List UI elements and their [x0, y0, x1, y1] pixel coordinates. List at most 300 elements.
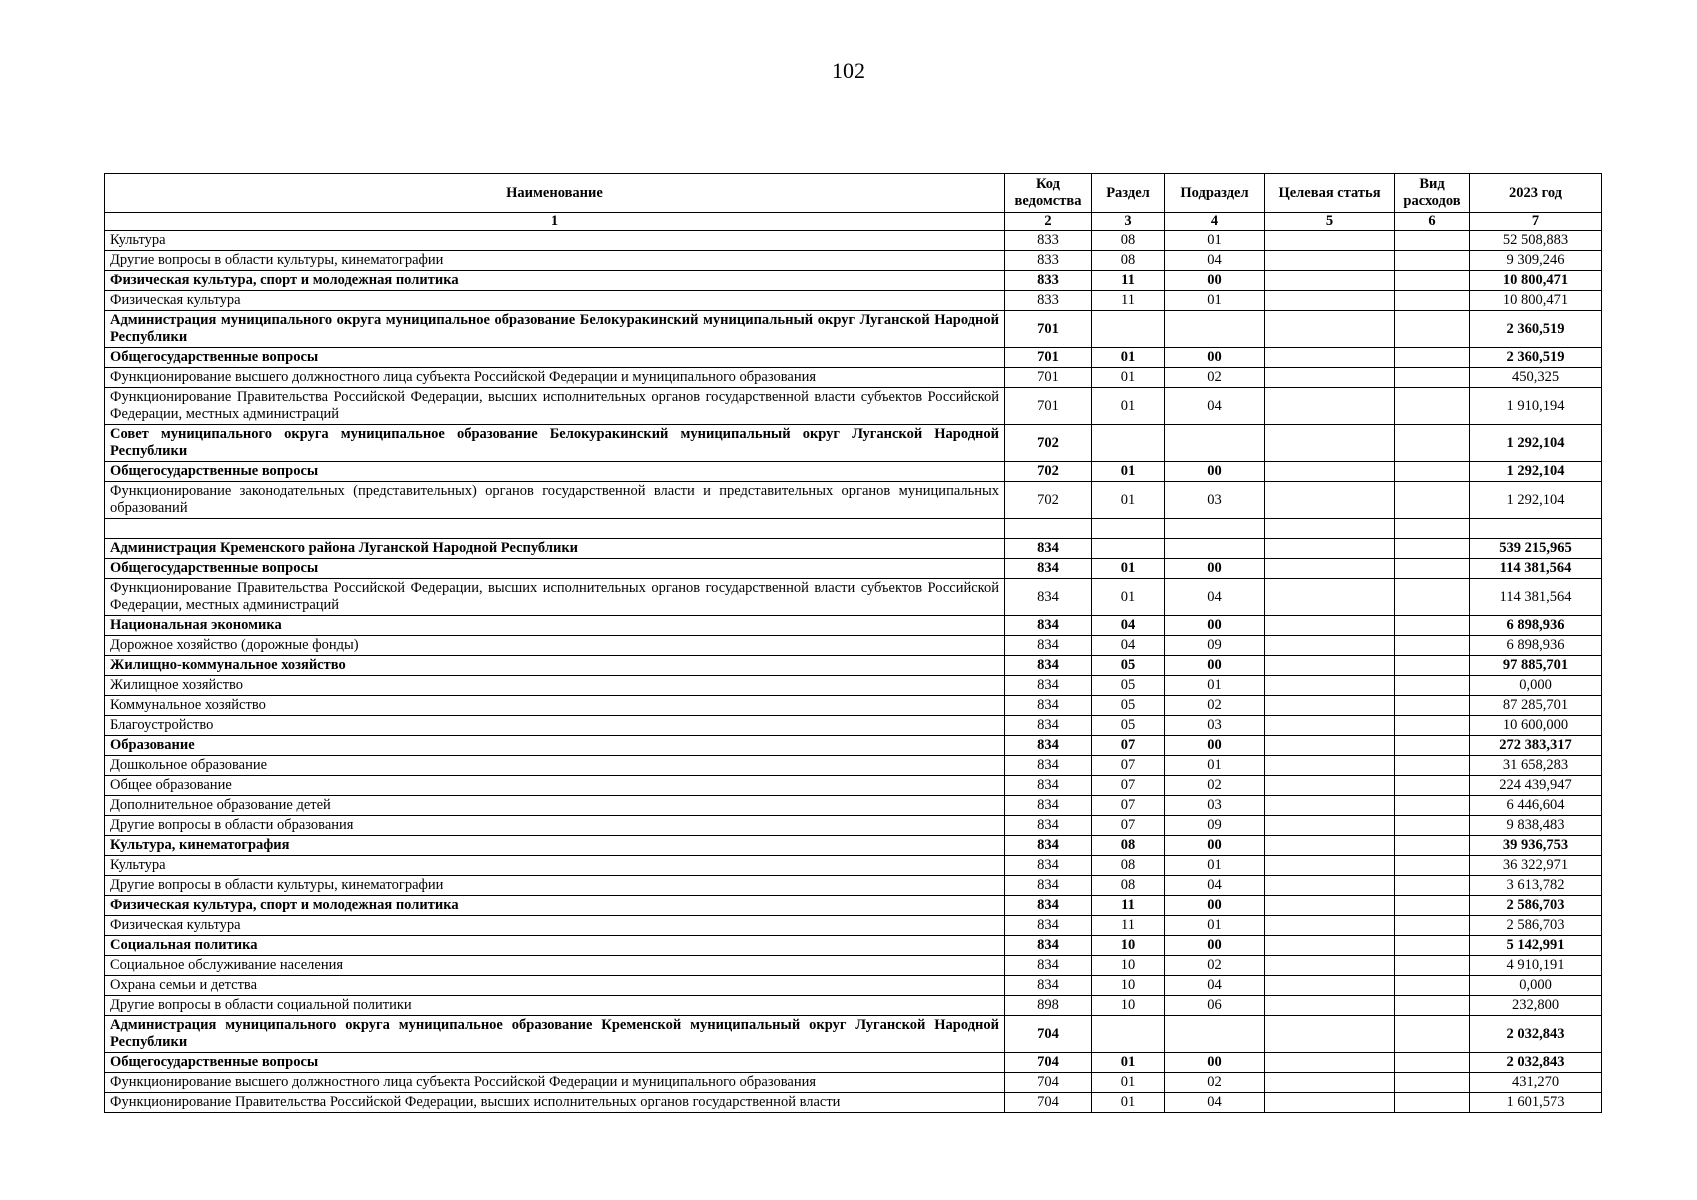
- row-name: Общегосударственные вопросы: [105, 1053, 1005, 1073]
- row-amount: 224 439,947: [1470, 776, 1602, 796]
- row-amount: 6 898,936: [1470, 636, 1602, 656]
- row-subsection: 01: [1165, 676, 1265, 696]
- row-amount: 87 285,701: [1470, 696, 1602, 716]
- table-row: [105, 368, 1602, 388]
- row-code: 834: [1005, 896, 1092, 916]
- row-code: 702: [1005, 482, 1092, 519]
- row-subsection: 02: [1165, 696, 1265, 716]
- row-amount: 450,325: [1470, 368, 1602, 388]
- row-name: Охрана семьи и детства: [105, 976, 1005, 996]
- row-target: [1265, 996, 1395, 1016]
- header-section: Раздел: [1092, 174, 1165, 213]
- row-target: [1265, 796, 1395, 816]
- row-kind: [1395, 388, 1470, 425]
- row-section: 07: [1092, 776, 1165, 796]
- row-kind: [1395, 836, 1470, 856]
- row-kind: [1395, 956, 1470, 976]
- row-amount: 114 381,564: [1470, 579, 1602, 616]
- row-kind: [1395, 519, 1470, 539]
- row-subsection: 04: [1165, 976, 1265, 996]
- table-row: [105, 348, 1602, 368]
- row-amount: 539 215,965: [1470, 539, 1602, 559]
- row-section: 10: [1092, 996, 1165, 1016]
- row-kind: [1395, 636, 1470, 656]
- table-row: [105, 796, 1602, 816]
- column-number: 3: [1092, 213, 1165, 231]
- row-kind: [1395, 579, 1470, 616]
- row-subsection: [1165, 425, 1265, 462]
- row-section: [1092, 311, 1165, 348]
- row-subsection: 00: [1165, 736, 1265, 756]
- row-code: 834: [1005, 539, 1092, 559]
- row-kind: [1395, 251, 1470, 271]
- page-number: 102: [832, 58, 865, 83]
- row-name: Благоустройство: [105, 716, 1005, 736]
- row-section: 08: [1092, 876, 1165, 896]
- row-subsection: [1165, 1016, 1265, 1053]
- row-name: Физическая культура, спорт и молодежная политика: [105, 896, 1005, 916]
- row-kind: [1395, 348, 1470, 368]
- table-row: [105, 816, 1602, 836]
- table-row: [105, 291, 1602, 311]
- row-section: 08: [1092, 856, 1165, 876]
- row-amount: 232,800: [1470, 996, 1602, 1016]
- row-amount: 1 292,104: [1470, 462, 1602, 482]
- row-section: [1092, 1016, 1165, 1053]
- row-name: Функционирование Правительства Российской Федерации, высших исполнительных органов государственной власти субъектов Российской Федерации, местных администраций: [105, 579, 1005, 616]
- row-code: 704: [1005, 1053, 1092, 1073]
- table-row: [105, 579, 1602, 616]
- row-section: [1092, 425, 1165, 462]
- row-target: [1265, 836, 1395, 856]
- row-code: 834: [1005, 559, 1092, 579]
- table-row: [105, 559, 1602, 579]
- column-number: 6: [1395, 213, 1470, 231]
- row-name: Функционирование Правительства Российской Федерации, высших исполнительных органов государственной власти субъектов Российской Федерации, местных администраций: [105, 388, 1005, 425]
- row-subsection: 00: [1165, 462, 1265, 482]
- row-name: Дошкольное образование: [105, 756, 1005, 776]
- row-subsection: 00: [1165, 559, 1265, 579]
- row-amount: 36 322,971: [1470, 856, 1602, 876]
- row-subsection: 02: [1165, 368, 1265, 388]
- row-kind: [1395, 736, 1470, 756]
- row-code: 834: [1005, 656, 1092, 676]
- table-row: [105, 956, 1602, 976]
- row-name: Другие вопросы в области образования: [105, 816, 1005, 836]
- row-amount: 10 600,000: [1470, 716, 1602, 736]
- column-number: 2: [1005, 213, 1092, 231]
- row-code: 834: [1005, 776, 1092, 796]
- row-kind: [1395, 756, 1470, 776]
- row-target: [1265, 776, 1395, 796]
- row-section: 05: [1092, 656, 1165, 676]
- row-target: [1265, 251, 1395, 271]
- column-number: 4: [1165, 213, 1265, 231]
- row-target: [1265, 348, 1395, 368]
- table-row: [105, 231, 1602, 251]
- row-subsection: 04: [1165, 579, 1265, 616]
- row-name: Общее образование: [105, 776, 1005, 796]
- row-kind: [1395, 559, 1470, 579]
- row-subsection: 01: [1165, 756, 1265, 776]
- row-target: [1265, 271, 1395, 291]
- row-subsection: 04: [1165, 876, 1265, 896]
- row-section: 11: [1092, 291, 1165, 311]
- row-amount: 10 800,471: [1470, 271, 1602, 291]
- row-kind: [1395, 311, 1470, 348]
- row-amount: [1470, 519, 1602, 539]
- header-name: Наименование: [105, 174, 1005, 213]
- row-section: 07: [1092, 816, 1165, 836]
- table-row: [105, 836, 1602, 856]
- row-code: 834: [1005, 636, 1092, 656]
- row-kind: [1395, 856, 1470, 876]
- row-name: Физическая культура, спорт и молодежная политика: [105, 271, 1005, 291]
- row-kind: [1395, 1093, 1470, 1113]
- row-target: [1265, 876, 1395, 896]
- table-row: [105, 636, 1602, 656]
- row-name: Функционирование высшего должностного лица субъекта Российской Федерации и муниципального образования: [105, 368, 1005, 388]
- row-amount: 1 292,104: [1470, 482, 1602, 519]
- row-target: [1265, 368, 1395, 388]
- row-subsection: 01: [1165, 291, 1265, 311]
- row-code: 701: [1005, 348, 1092, 368]
- row-kind: [1395, 976, 1470, 996]
- row-target: [1265, 579, 1395, 616]
- row-subsection: [1165, 311, 1265, 348]
- row-kind: [1395, 896, 1470, 916]
- row-section: 08: [1092, 836, 1165, 856]
- row-target: [1265, 559, 1395, 579]
- row-section: 01: [1092, 388, 1165, 425]
- row-amount: 0,000: [1470, 676, 1602, 696]
- row-subsection: 00: [1165, 348, 1265, 368]
- row-subsection: 04: [1165, 388, 1265, 425]
- row-name: Администрация муниципального округа муниципальное образование Белокуракинский муниципальный округ Луганской Народной Республики: [105, 311, 1005, 348]
- row-section: 01: [1092, 482, 1165, 519]
- row-target: [1265, 636, 1395, 656]
- row-kind: [1395, 482, 1470, 519]
- table-row: [105, 756, 1602, 776]
- table-row: [105, 916, 1602, 936]
- row-amount: 6 898,936: [1470, 616, 1602, 636]
- row-target: [1265, 425, 1395, 462]
- row-code: 834: [1005, 676, 1092, 696]
- row-name: Национальная экономика: [105, 616, 1005, 636]
- column-number: 5: [1265, 213, 1395, 231]
- row-code: 701: [1005, 311, 1092, 348]
- row-kind: [1395, 1073, 1470, 1093]
- row-code: 834: [1005, 696, 1092, 716]
- row-amount: 2 032,843: [1470, 1016, 1602, 1053]
- table-row: [105, 996, 1602, 1016]
- table-row: [105, 425, 1602, 462]
- row-kind: [1395, 936, 1470, 956]
- row-section: 11: [1092, 916, 1165, 936]
- row-section: 01: [1092, 1093, 1165, 1113]
- row-amount: 272 383,317: [1470, 736, 1602, 756]
- table-row: [105, 1073, 1602, 1093]
- row-subsection: 00: [1165, 896, 1265, 916]
- row-subsection: 01: [1165, 916, 1265, 936]
- row-section: 10: [1092, 956, 1165, 976]
- row-section: 05: [1092, 676, 1165, 696]
- row-code: 704: [1005, 1016, 1092, 1053]
- row-name: Культура, кинематография: [105, 836, 1005, 856]
- row-section: [1092, 519, 1165, 539]
- row-name: Общегосударственные вопросы: [105, 559, 1005, 579]
- table-row: [105, 251, 1602, 271]
- table-row: [105, 876, 1602, 896]
- row-target: [1265, 856, 1395, 876]
- row-kind: [1395, 368, 1470, 388]
- row-subsection: [1165, 519, 1265, 539]
- row-amount: 10 800,471: [1470, 291, 1602, 311]
- row-amount: 97 885,701: [1470, 656, 1602, 676]
- row-code: 834: [1005, 616, 1092, 636]
- table-header-row: [105, 174, 1602, 213]
- table-row: [105, 519, 1602, 539]
- column-number: 7: [1470, 213, 1602, 231]
- table-row: [105, 1016, 1602, 1053]
- row-section: 01: [1092, 1053, 1165, 1073]
- row-code: 834: [1005, 756, 1092, 776]
- row-target: [1265, 311, 1395, 348]
- row-kind: [1395, 816, 1470, 836]
- row-target: [1265, 388, 1395, 425]
- row-target: [1265, 696, 1395, 716]
- row-amount: 9 309,246: [1470, 251, 1602, 271]
- row-target: [1265, 1073, 1395, 1093]
- row-amount: 3 613,782: [1470, 876, 1602, 896]
- row-subsection: 02: [1165, 776, 1265, 796]
- row-subsection: 03: [1165, 482, 1265, 519]
- row-kind: [1395, 796, 1470, 816]
- row-name: Другие вопросы в области социальной политики: [105, 996, 1005, 1016]
- row-amount: 2 586,703: [1470, 916, 1602, 936]
- row-target: [1265, 1053, 1395, 1073]
- row-section: 01: [1092, 348, 1165, 368]
- row-kind: [1395, 291, 1470, 311]
- row-target: [1265, 956, 1395, 976]
- row-section: 08: [1092, 231, 1165, 251]
- row-amount: 39 936,753: [1470, 836, 1602, 856]
- row-kind: [1395, 1053, 1470, 1073]
- row-target: [1265, 482, 1395, 519]
- row-kind: [1395, 231, 1470, 251]
- row-target: [1265, 936, 1395, 956]
- row-code: 834: [1005, 876, 1092, 896]
- row-amount: 4 910,191: [1470, 956, 1602, 976]
- row-section: 01: [1092, 559, 1165, 579]
- row-kind: [1395, 656, 1470, 676]
- row-subsection: 06: [1165, 996, 1265, 1016]
- column-number-row: [105, 213, 1602, 231]
- row-kind: [1395, 876, 1470, 896]
- row-kind: [1395, 916, 1470, 936]
- row-name: Социальное обслуживание населения: [105, 956, 1005, 976]
- row-subsection: 03: [1165, 716, 1265, 736]
- row-target: [1265, 676, 1395, 696]
- row-name: Администрация муниципального округа муниципальное образование Кременской муниципальный округ Луганской Народной Республики: [105, 1016, 1005, 1053]
- row-code: 702: [1005, 462, 1092, 482]
- row-code: 834: [1005, 816, 1092, 836]
- row-target: [1265, 756, 1395, 776]
- row-target: [1265, 896, 1395, 916]
- row-code: 704: [1005, 1073, 1092, 1093]
- table-row: [105, 1093, 1602, 1113]
- row-kind: [1395, 1016, 1470, 1053]
- table-row: [105, 936, 1602, 956]
- row-target: [1265, 916, 1395, 936]
- row-subsection: 01: [1165, 231, 1265, 251]
- row-target: [1265, 462, 1395, 482]
- row-subsection: 01: [1165, 856, 1265, 876]
- row-section: 01: [1092, 368, 1165, 388]
- row-kind: [1395, 425, 1470, 462]
- budget-table: [104, 173, 1602, 1113]
- row-name: Физическая культура: [105, 291, 1005, 311]
- row-subsection: 00: [1165, 1053, 1265, 1073]
- table-row: [105, 311, 1602, 348]
- row-code: 701: [1005, 368, 1092, 388]
- row-kind: [1395, 462, 1470, 482]
- table-row: [105, 616, 1602, 636]
- row-code: 834: [1005, 856, 1092, 876]
- table-row: [105, 896, 1602, 916]
- row-name: Совет муниципального округа муниципальное образование Белокуракинский муниципальный округ Луганской Народной Республики: [105, 425, 1005, 462]
- row-kind: [1395, 716, 1470, 736]
- row-section: [1092, 539, 1165, 559]
- row-target: [1265, 976, 1395, 996]
- row-kind: [1395, 271, 1470, 291]
- row-amount: 31 658,283: [1470, 756, 1602, 776]
- row-subsection: 00: [1165, 936, 1265, 956]
- row-code: [1005, 519, 1092, 539]
- row-amount: 2 360,519: [1470, 348, 1602, 368]
- row-subsection: 00: [1165, 836, 1265, 856]
- row-target: [1265, 736, 1395, 756]
- row-target: [1265, 716, 1395, 736]
- row-subsection: [1165, 539, 1265, 559]
- row-code: 702: [1005, 425, 1092, 462]
- row-kind: [1395, 616, 1470, 636]
- row-name: Функционирование законодательных (представительных) органов государственной власти и представительных органов муниципальных образований: [105, 482, 1005, 519]
- row-section: 01: [1092, 462, 1165, 482]
- row-target: [1265, 231, 1395, 251]
- table-body: [105, 231, 1602, 1113]
- header-subsection: Подраздел: [1165, 174, 1265, 213]
- row-name: Дополнительное образование детей: [105, 796, 1005, 816]
- row-section: 07: [1092, 756, 1165, 776]
- row-subsection: 04: [1165, 251, 1265, 271]
- row-target: [1265, 656, 1395, 676]
- row-section: 11: [1092, 271, 1165, 291]
- row-kind: [1395, 676, 1470, 696]
- table-row: [105, 716, 1602, 736]
- row-amount: 431,270: [1470, 1073, 1602, 1093]
- row-name: Общегосударственные вопросы: [105, 462, 1005, 482]
- row-code: 833: [1005, 251, 1092, 271]
- row-code: 834: [1005, 836, 1092, 856]
- table-row: [105, 482, 1602, 519]
- row-amount: 1 601,573: [1470, 1093, 1602, 1113]
- table-row: [105, 856, 1602, 876]
- row-subsection: 09: [1165, 636, 1265, 656]
- table-row: [105, 776, 1602, 796]
- row-section: 08: [1092, 251, 1165, 271]
- header-year: 2023 год: [1470, 174, 1602, 213]
- row-code: 834: [1005, 579, 1092, 616]
- row-target: [1265, 291, 1395, 311]
- row-section: 04: [1092, 636, 1165, 656]
- row-subsection: 00: [1165, 656, 1265, 676]
- row-amount: 0,000: [1470, 976, 1602, 996]
- row-name: Жилищное хозяйство: [105, 676, 1005, 696]
- table-row: [105, 388, 1602, 425]
- row-amount: 114 381,564: [1470, 559, 1602, 579]
- row-section: 05: [1092, 716, 1165, 736]
- row-kind: [1395, 539, 1470, 559]
- row-code: 834: [1005, 716, 1092, 736]
- row-section: 01: [1092, 579, 1165, 616]
- row-code: 834: [1005, 736, 1092, 756]
- row-code: 834: [1005, 956, 1092, 976]
- table-row: [105, 1053, 1602, 1073]
- row-section: 07: [1092, 736, 1165, 756]
- row-name: Коммунальное хозяйство: [105, 696, 1005, 716]
- table-row: [105, 736, 1602, 756]
- header-target: Целевая статья: [1265, 174, 1395, 213]
- row-name: Функционирование высшего должностного лица субъекта Российской Федерации и муниципального образования: [105, 1073, 1005, 1093]
- row-code: 701: [1005, 388, 1092, 425]
- table-row: [105, 656, 1602, 676]
- row-amount: 1 292,104: [1470, 425, 1602, 462]
- row-section: 04: [1092, 616, 1165, 636]
- row-subsection: 04: [1165, 1093, 1265, 1113]
- row-name: Другие вопросы в области культуры, кинематографии: [105, 876, 1005, 896]
- row-code: 704: [1005, 1093, 1092, 1113]
- row-amount: 2 032,843: [1470, 1053, 1602, 1073]
- row-target: [1265, 539, 1395, 559]
- row-target: [1265, 816, 1395, 836]
- row-kind: [1395, 696, 1470, 716]
- table-row: [105, 462, 1602, 482]
- row-name: Культура: [105, 231, 1005, 251]
- row-code: 834: [1005, 936, 1092, 956]
- row-amount: 1 910,194: [1470, 388, 1602, 425]
- row-amount: 9 838,483: [1470, 816, 1602, 836]
- row-code: 834: [1005, 916, 1092, 936]
- row-name: Другие вопросы в области культуры, кинематографии: [105, 251, 1005, 271]
- column-number: 1: [105, 213, 1005, 231]
- row-subsection: 02: [1165, 1073, 1265, 1093]
- table-row: [105, 676, 1602, 696]
- row-name: Социальная политика: [105, 936, 1005, 956]
- row-section: 10: [1092, 976, 1165, 996]
- row-kind: [1395, 776, 1470, 796]
- table-row: [105, 271, 1602, 291]
- row-subsection: 09: [1165, 816, 1265, 836]
- row-subsection: 02: [1165, 956, 1265, 976]
- row-amount: 5 142,991: [1470, 936, 1602, 956]
- row-name: Образование: [105, 736, 1005, 756]
- table-row: [105, 539, 1602, 559]
- header-code: Код ведомства: [1005, 174, 1092, 213]
- row-section: 01: [1092, 1073, 1165, 1093]
- row-name: Дорожное хозяйство (дорожные фонды): [105, 636, 1005, 656]
- row-code: 833: [1005, 271, 1092, 291]
